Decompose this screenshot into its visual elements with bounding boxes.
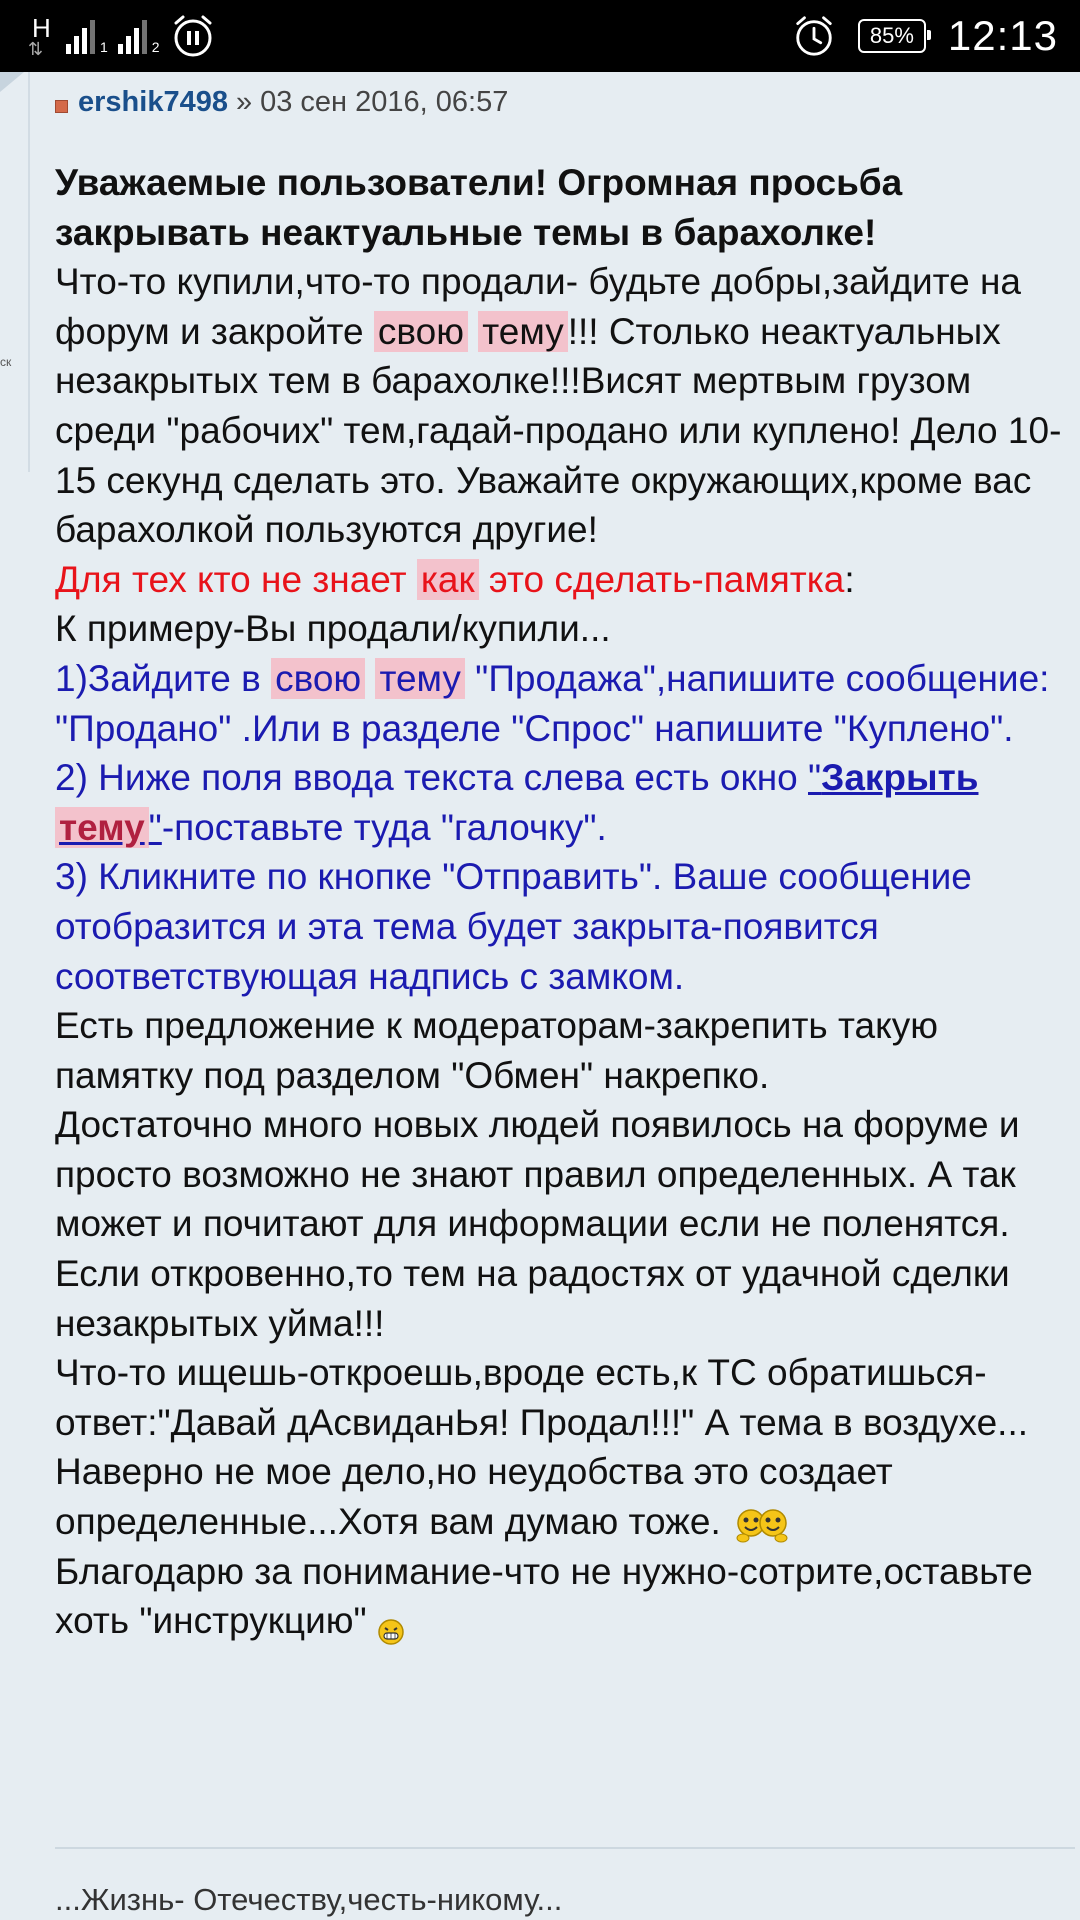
step-1-a: 1)Зайдите в: [55, 657, 272, 699]
memo-red-b: это сделать-памятка: [478, 558, 845, 600]
post-separator: »: [235, 86, 253, 118]
headline: [55, 158, 1077, 257]
data-arrows-icon: ⇅: [28, 39, 44, 59]
emoji-grin-icon: [377, 1609, 405, 1637]
post-datetime: 03 сен 2016, 06:57: [260, 86, 509, 118]
paragraph-4: Что-то ищешь-откроешь,вроде есть,к ТС обратишься-ответ:"Давай дАсвиданЬя! Продал!!!" А тема в воздухе...: [55, 1352, 1029, 1443]
post-body: [55, 158, 1077, 1646]
post-icon[interactable]: [55, 100, 68, 113]
battery-indicator: 85%: [858, 19, 926, 53]
status-time: 12:13: [947, 12, 1058, 59]
headline-line-2: закрывать неактуальные темы в барахолке!: [55, 211, 877, 253]
link-quote-close: ": [148, 806, 162, 848]
sim2-label: 2: [151, 39, 160, 55]
step-2-b: -поставьте туда "галочку".: [161, 806, 607, 848]
step-2: [55, 753, 1077, 852]
step-1-b: "Продажа",напишите сообщение: "Продано" .Или в разделе "Спрос" напишите "Куплено".: [55, 657, 1050, 749]
paragraph-6-text: Благодарю за понимание-что не нужно-сотрите,оставьте хоть "инструкцию": [55, 1550, 1033, 1642]
step-2-a: 2) Ниже поля ввода текста слева есть окно: [55, 757, 808, 799]
alarm-paused-icon: [170, 13, 216, 59]
paragraph-5-text: Наверно не мое дело,но неудобства это создает определенные...Хотя вам думаю тоже.: [55, 1451, 893, 1543]
sim1-label: 1: [100, 39, 108, 55]
memo-red-a: Для тех кто не знает: [55, 558, 417, 600]
step-1-highlight-temu: тему: [375, 658, 464, 699]
fold-corner: [0, 72, 24, 92]
link-highlight-temu: тему: [55, 807, 149, 848]
paragraph-6: [55, 1547, 1077, 1646]
paragraph-3: Достаточно много новых людей появилось на форуме и просто возможно не знают правил определенных. А так может и почитают для информации если не поленятся. Если откровенно,то тем на радостях от удачной сделки незакрытых уйма!!!: [55, 1104, 1020, 1344]
alarm-icon: [792, 14, 836, 58]
network-indicator: [28, 11, 56, 61]
status-left: [28, 10, 216, 62]
status-bar: [0, 0, 1080, 72]
step-3: 3) Кликните по кнопке "Отправить". Ваше сообщение отобразится и эта тема будет закрыта-появится соответствующая надпись с замком.: [55, 856, 972, 997]
left-cut-text: ск: [0, 355, 12, 369]
left-panel-edge: [0, 72, 30, 472]
memo-colon: :: [844, 558, 855, 600]
user-signature: ...Жизнь- Отечеству,честь-никому...: [55, 1882, 563, 1917]
paragraph-5: [55, 1447, 1077, 1546]
signature-divider: [55, 1847, 1075, 1849]
memo-title: [55, 555, 1077, 605]
signal-sim1-icon: [66, 18, 108, 54]
paragraph-2: Есть предложение к модераторам-закрепить такую памятку под разделом "Обмен" накрепко.: [55, 1005, 938, 1096]
status-right: [792, 10, 1058, 62]
signal-sim2-icon: [118, 18, 160, 54]
post-header: [55, 86, 508, 119]
link-quote-open: ": [808, 757, 822, 799]
step-1: [55, 654, 1077, 753]
paragraph-1-text: Что-то купили,что-то продали- будьте добры,зайдите на форум и закройте: [55, 261, 1022, 352]
example-line: К примеру-Вы продали/купили...: [55, 608, 611, 650]
link-text-close: Закрыть: [821, 757, 979, 799]
network-type: H: [32, 13, 51, 43]
highlight-kak: как: [417, 559, 479, 600]
paragraph-1-text-b: !!! Столько неактуальных незакрытых тем в барахолке!!!Висят мертвым грузом среди "рабочих" тем,гадай-продано или куплено! Дело 10-15 секунд сделать это. Уважайте окружающих,кроме вас барахолкой пользуются другие!: [55, 310, 1062, 551]
headline-line-1: Уважаемые пользователи! Огромная просьба: [55, 162, 903, 203]
step-1-highlight-svoyu: свою: [271, 658, 365, 699]
emoji-friends-icon: [731, 1505, 791, 1543]
paragraph-1: [55, 257, 1077, 555]
highlight-svoyu: свою: [374, 311, 468, 352]
post-author[interactable]: ershik7498: [78, 86, 228, 118]
highlight-temu: тему: [478, 311, 567, 352]
